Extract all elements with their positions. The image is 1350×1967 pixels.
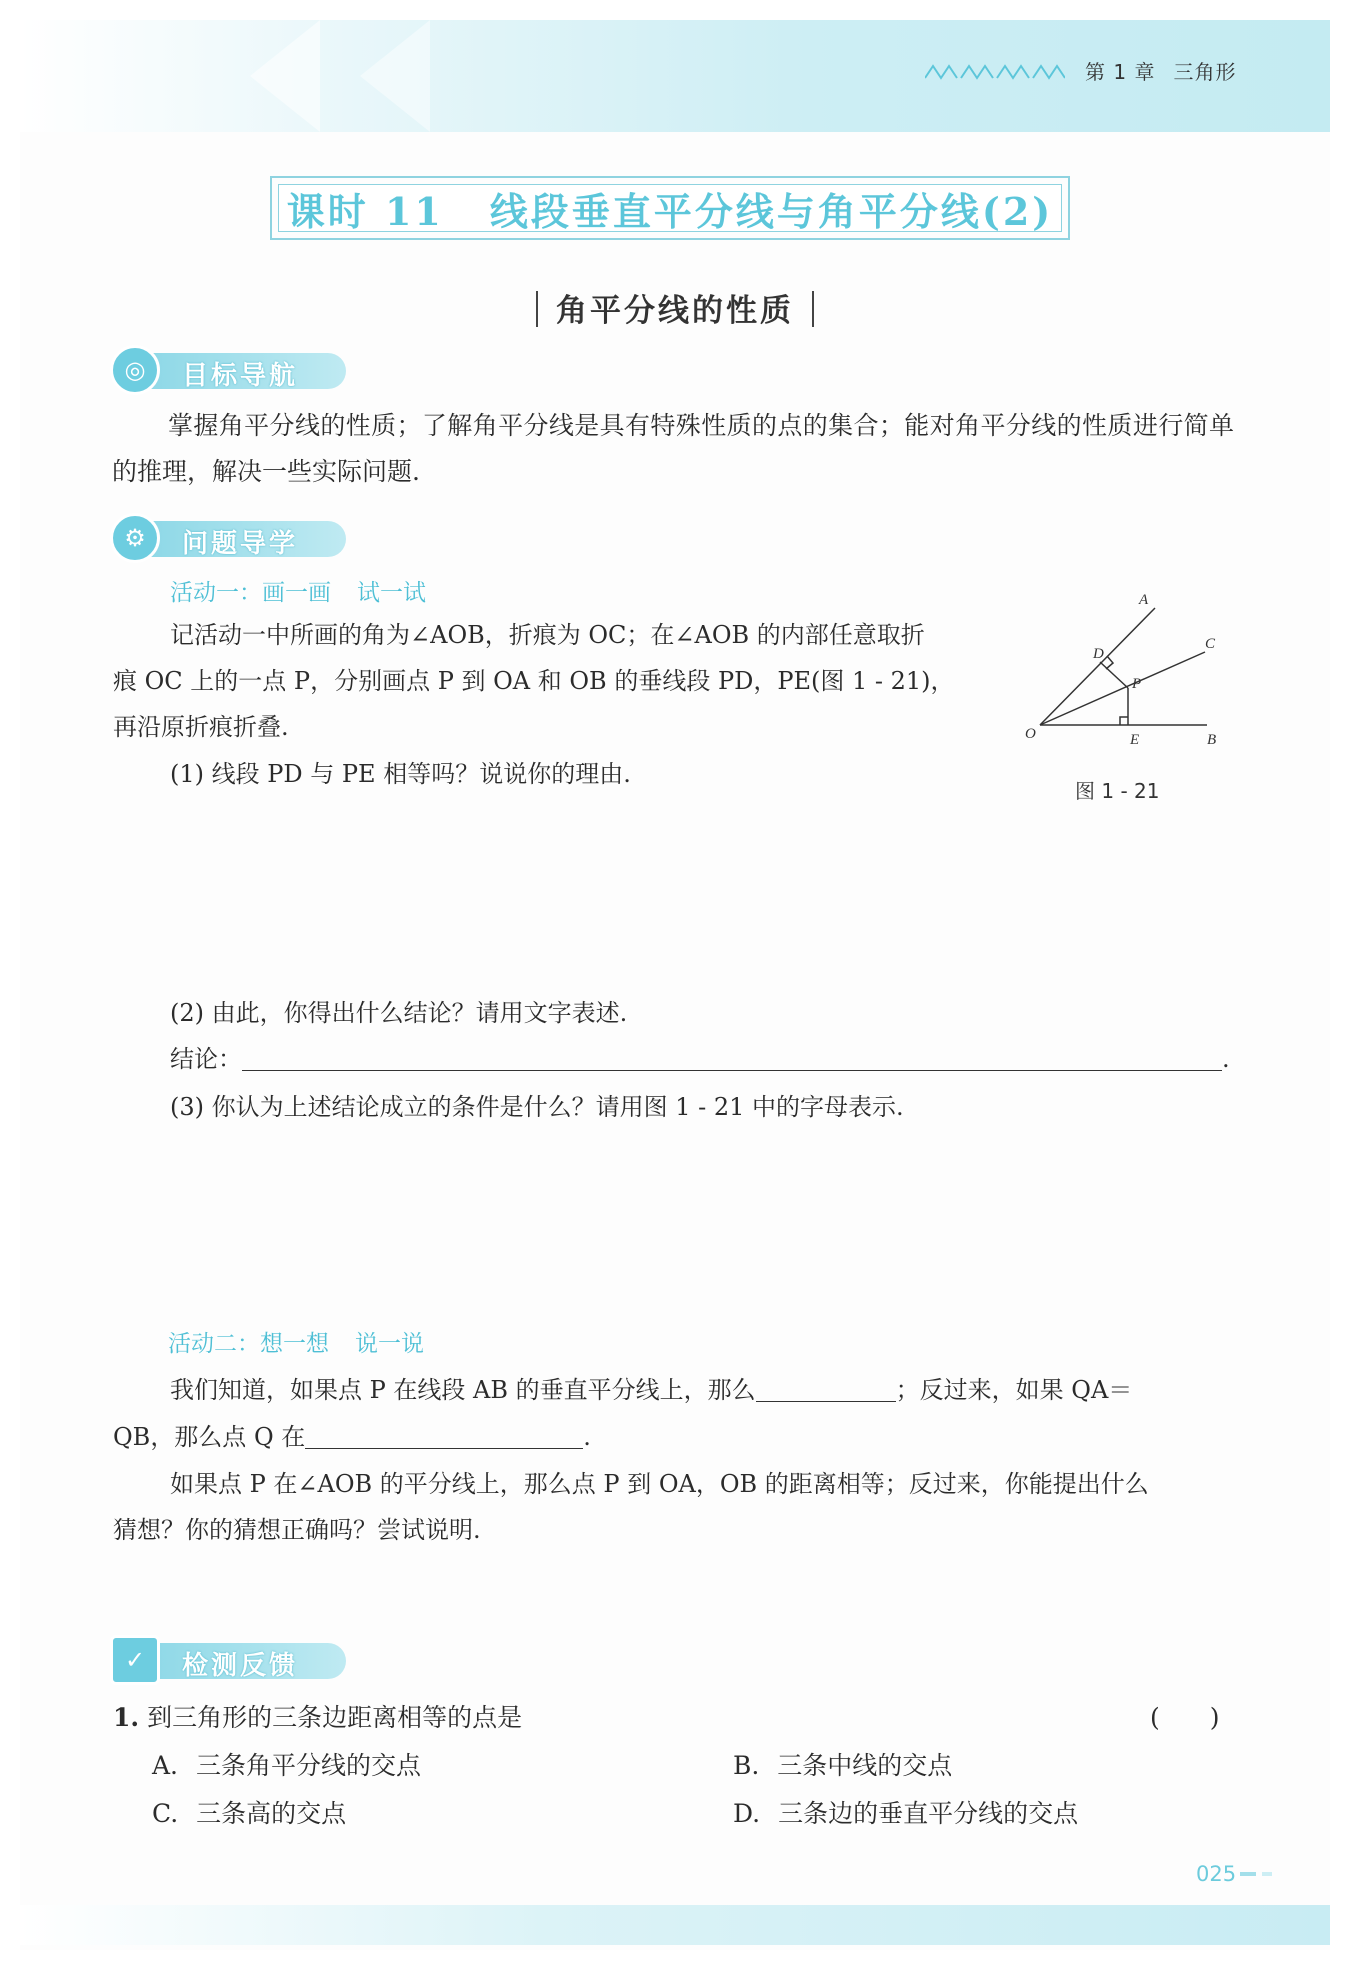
- option-letter: D.: [733, 1799, 761, 1828]
- chapter-number: 第 1 章: [1085, 60, 1156, 84]
- segment-pd: [1100, 662, 1128, 688]
- activity-two-text: ；反过来，如果 QA＝: [895, 1376, 1133, 1404]
- label-c: C: [1205, 636, 1216, 652]
- label-e: E: [1130, 732, 1140, 748]
- option-text: 三条高的交点: [196, 1799, 347, 1828]
- option-a[interactable]: [152, 1746, 421, 1782]
- section-label: 目标导航: [182, 361, 299, 391]
- activity-two-text: QB，那么点 Q 在: [113, 1423, 306, 1451]
- activity-title-part: 说一说: [355, 1331, 424, 1357]
- header-decoration: [250, 20, 320, 132]
- section-badge-goal: [110, 345, 350, 393]
- option-c[interactable]: [152, 1794, 346, 1830]
- option-text: 三条角平分线的交点: [195, 1751, 421, 1780]
- ray-oa: [1040, 608, 1155, 725]
- figure-caption: 图 1 - 21: [1075, 779, 1160, 803]
- label-p: P: [1132, 676, 1142, 692]
- activity-two-line1: [170, 1367, 1250, 1413]
- question-text: 到三角形的三条边距离相等的点是: [147, 1703, 523, 1732]
- right-angle-mark-e: [1120, 717, 1128, 725]
- chapter-title: 三角形: [1173, 60, 1237, 84]
- conclusion-line: [170, 1036, 1230, 1082]
- section-label: 检测反馈: [182, 1651, 299, 1681]
- conclusion-end: .: [1222, 1045, 1230, 1073]
- answer-blank-1[interactable]: [756, 1371, 896, 1402]
- option-text: 三条中线的交点: [777, 1751, 953, 1780]
- activity-two-line2: [113, 1414, 591, 1460]
- question-2: (2) 由此，你得出什么结论？请用文字表述.: [170, 999, 628, 1027]
- label-d: D: [1093, 646, 1104, 662]
- activity-one-intro-line2: 痕 OC 上的一点 P，分别画点 P 到 OA 和 OB 的垂线段 PD，PE(图 1 - 21)，: [113, 667, 955, 695]
- page-number: 025: [1196, 1862, 1237, 1886]
- arrow-icon: [1262, 1872, 1272, 1876]
- right-angle-mark-d: [1106, 656, 1113, 669]
- activity-two-text: 我们知道，如果点 P 在线段 AB 的垂直平分线上，那么: [170, 1376, 756, 1404]
- section-label: 问题导学: [182, 529, 299, 559]
- goal-text: 掌握角平分线的性质；了解角平分线是具有特殊性质的点的集合；能对角平分线的性质进行简单的推理，解决一些实际问题.: [112, 411, 1234, 486]
- label-a: A: [1139, 592, 1149, 608]
- option-text: 三条边的垂直平分线的交点: [778, 1799, 1079, 1828]
- answer-blank-2[interactable]: [305, 1418, 583, 1449]
- activity-title-part: 试一试: [357, 580, 426, 606]
- activity-title-part: 活动一：画一画: [170, 580, 331, 606]
- activity-two-text: .: [583, 1423, 591, 1451]
- option-b[interactable]: [733, 1746, 952, 1782]
- label-o: O: [1025, 726, 1036, 742]
- question-number: 1.: [113, 1703, 140, 1732]
- arrow-icon: [1240, 1872, 1256, 1876]
- head-gear-icon: ⚙: [110, 513, 160, 563]
- option-letter: A.: [152, 1751, 179, 1780]
- checklist-icon: ✓: [110, 1635, 160, 1685]
- lesson-number: 课时 11: [286, 188, 444, 234]
- answer-bracket[interactable]: ( ): [1150, 1703, 1220, 1732]
- activity-two-line4: 猜想？你的猜想正确吗？尝试说明.: [113, 1516, 481, 1544]
- header-decoration: [360, 20, 430, 132]
- footer-band: [20, 1905, 1330, 1945]
- target-icon: ◎: [110, 345, 160, 395]
- subtitle-text: 角平分线的性质: [556, 293, 794, 329]
- option-letter: B.: [733, 1751, 760, 1780]
- mountain-icon: [925, 60, 1065, 80]
- activity-one-title: [170, 574, 426, 607]
- activity-two-title: [168, 1325, 424, 1358]
- activity-one-intro-line3: 再沿原折痕折叠.: [113, 713, 289, 741]
- chapter-header: [1085, 56, 1236, 85]
- conclusion-blank[interactable]: [242, 1040, 1222, 1071]
- activity-one-intro-line1: 记活动一中所画的角为∠AOB，折痕为 OC；在∠AOB 的内部任意取折: [170, 621, 925, 649]
- option-d[interactable]: [733, 1794, 1078, 1830]
- lesson-title: 线段垂直平分线与角平分线(2): [489, 188, 1054, 234]
- activity-title-part: 活动二：想一想: [168, 1331, 329, 1357]
- page-subtitle: [0, 285, 1350, 330]
- option-letter: C.: [152, 1799, 179, 1828]
- section-badge-feedback: [110, 1635, 350, 1683]
- ray-oc: [1040, 652, 1205, 725]
- question-1: (1) 线段 PD 与 PE 相等吗？说说你的理由.: [170, 760, 631, 788]
- question-3: (3) 你认为上述结论成立的条件是什么？请用图 1 - 21 中的字母表示.: [170, 1093, 904, 1121]
- conclusion-label: 结论：: [170, 1045, 242, 1073]
- lesson-title-box: [270, 176, 1070, 240]
- feedback-question-1: [113, 1698, 522, 1734]
- activity-two-line3: 如果点 P 在∠AOB 的平分线上，那么点 P 到 OA，OB 的距离相等；反过来，你能提出什么: [170, 1470, 1149, 1498]
- label-b: B: [1207, 732, 1217, 748]
- angle-bisector-figure: [1015, 590, 1235, 750]
- section-badge-guided: [110, 513, 350, 561]
